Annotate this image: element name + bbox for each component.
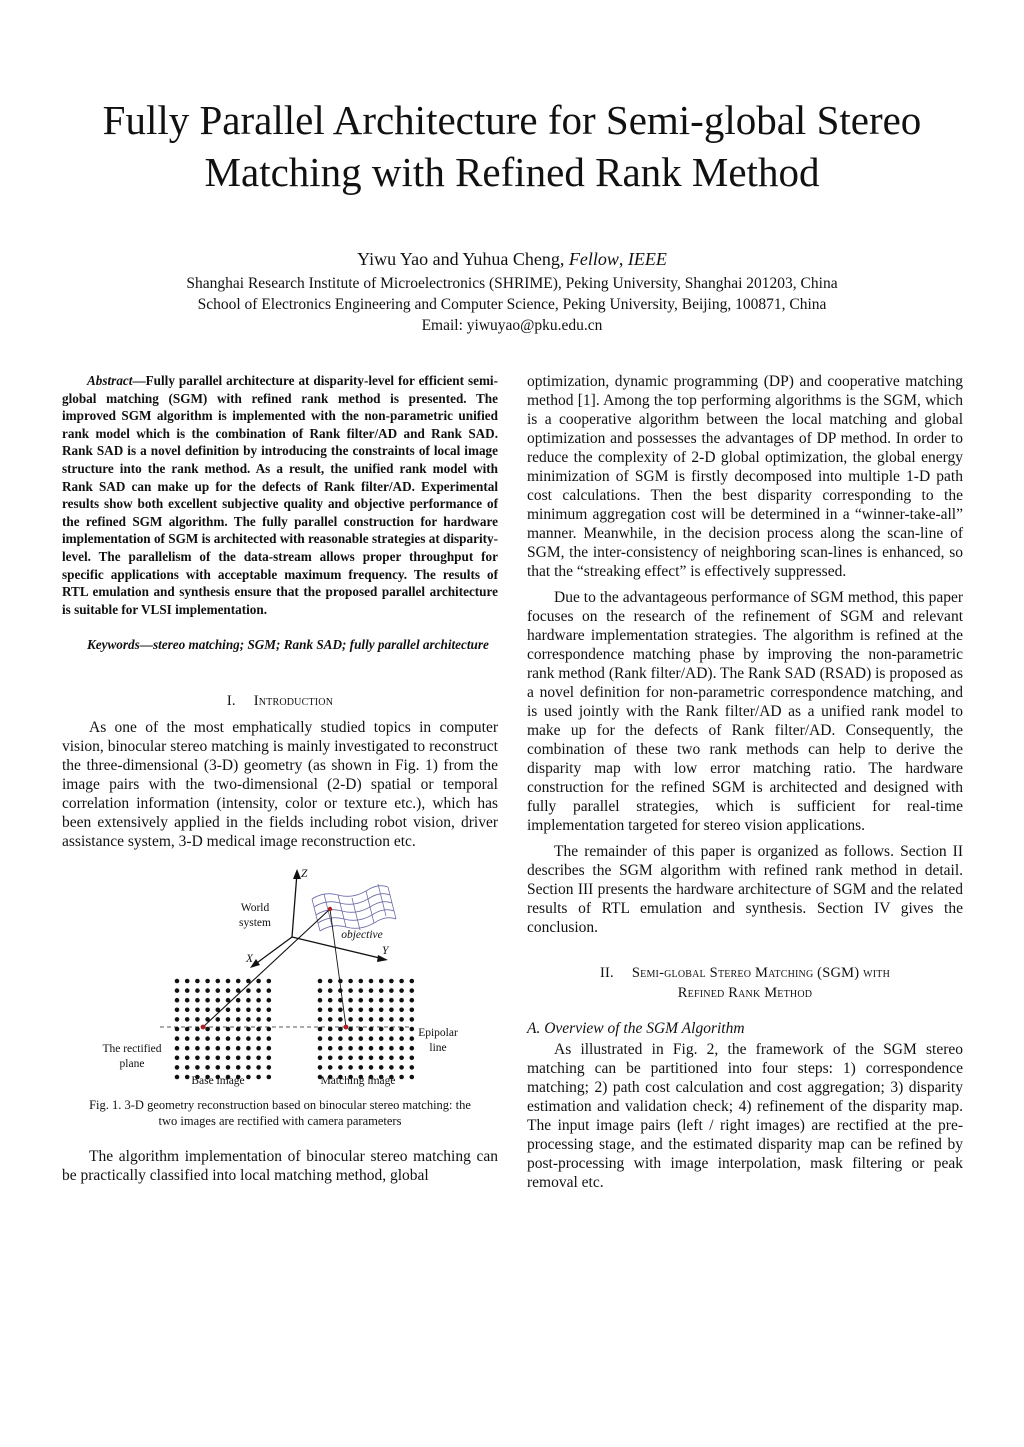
pixel-dot	[246, 1075, 251, 1080]
pixel-dot	[175, 1046, 180, 1051]
pixel-dot	[216, 988, 221, 993]
author-ieee: IEEE	[627, 249, 667, 269]
pixel-dot	[338, 979, 343, 984]
pixel-dot	[359, 988, 364, 993]
pixel-dot	[318, 1017, 323, 1022]
pixel-dot	[328, 979, 333, 984]
pixel-dot	[195, 1027, 200, 1032]
pixel-dot	[359, 1017, 364, 1022]
pixel-dot	[410, 998, 415, 1003]
z-axis-arrow	[293, 869, 301, 879]
pixel-dot	[226, 1036, 231, 1041]
pixel-dot	[338, 1065, 343, 1070]
pixel-dot	[236, 979, 241, 984]
pixel-dot	[399, 1055, 404, 1060]
pixel-dot	[369, 998, 374, 1003]
pixel-dot	[185, 998, 190, 1003]
figure-1-diagram	[62, 861, 498, 1093]
pixel-dot	[369, 1055, 374, 1060]
pixel-dot	[267, 988, 272, 993]
subsection-a-paragraph-1: As illustrated in Fig. 2, the framework of the SGM stereo matching can be partitioned into four steps: 1) correspondence matching; 2) path cost calculation and cost aggregation; 3) disparity estimation and validation check; 4) refinement of the disparity map. The input image pairs (left / right images) are rectified at the pre-processing stage, and the estimated disparity map can be refined by post-processing with image interpolation, mask filtering or peak removal etc.	[527, 1041, 963, 1191]
pixel-dot	[359, 1036, 364, 1041]
pixel-dot	[399, 1065, 404, 1070]
pixel-dot	[236, 998, 241, 1003]
pixel-dot	[195, 1055, 200, 1060]
pixel-dot	[399, 998, 404, 1003]
pixel-dot	[389, 979, 394, 984]
pixel-dot	[267, 1055, 272, 1060]
keywords: Keywords—stereo matching; SGM; Rank SAD; fully parallel architecture	[87, 637, 489, 653]
pixel-dot	[328, 1055, 333, 1060]
affiliation-2: School of Electronics Engineering and Computer Science, Peking University, Beijing, 100871, China	[197, 296, 827, 313]
pixel-dot	[399, 1017, 404, 1022]
caption-line-1: Fig. 1. 3-D geometry reconstruction based on binocular stereo matching: the	[89, 1097, 471, 1112]
pixel-dot	[399, 1027, 404, 1032]
author-sep: ,	[618, 249, 628, 269]
pixel-dot	[226, 1065, 231, 1070]
pixel-dot	[216, 1055, 221, 1060]
pixel-dot	[226, 1046, 231, 1051]
z-axis	[292, 873, 297, 937]
pixel-dot	[246, 1017, 251, 1022]
pixel-dot	[348, 1027, 353, 1032]
pixel-dot	[318, 1055, 323, 1060]
label-objective: objective	[341, 928, 383, 941]
pixel-dot	[216, 1027, 221, 1032]
pixel-dot	[256, 1046, 261, 1051]
label-world-2: system	[239, 916, 271, 929]
pixel-dot	[195, 998, 200, 1003]
paper-title	[60, 94, 964, 198]
pixel-dot	[205, 1065, 210, 1070]
section-2-number: II.	[599, 965, 614, 981]
pixel-dot	[379, 1027, 384, 1032]
section-2-title-2: Refined Rank Method	[677, 985, 813, 1001]
pixel-dot	[216, 979, 221, 984]
pixel-dot	[205, 1027, 210, 1032]
pixel-dot	[318, 998, 323, 1003]
pixel-dot	[389, 1065, 394, 1070]
matching-match-point	[344, 1025, 349, 1030]
pixel-dot	[318, 1036, 323, 1041]
right-column	[527, 372, 963, 1192]
pixel-dot	[256, 1017, 261, 1022]
pixel-dot	[236, 988, 241, 993]
label-world-1: World	[240, 901, 270, 914]
affiliations	[60, 273, 964, 336]
pixel-dot	[175, 988, 180, 993]
x-axis	[254, 937, 292, 965]
pixel-dot	[369, 1046, 374, 1051]
pixel-dot	[246, 998, 251, 1003]
pixel-dot	[399, 1036, 404, 1041]
pixel-dot	[236, 1065, 241, 1070]
affiliation-1: Shanghai Research Institute of Microelectronics (SHRIME), Peking University, Shanghai 201203, China	[186, 275, 838, 292]
pixel-dot	[226, 988, 231, 993]
object-point	[328, 907, 332, 911]
pixel-dot	[246, 1007, 251, 1012]
pixel-dot	[338, 998, 343, 1003]
pixel-dot	[175, 1075, 180, 1080]
pixel-dot	[256, 988, 261, 993]
pixel-dot	[410, 979, 415, 984]
pixel-dot	[246, 1055, 251, 1060]
abstract-lead: Abstract	[87, 373, 133, 388]
pixel-dot	[328, 1046, 333, 1051]
pixel-dot	[195, 979, 200, 984]
label-base-image: Base image	[191, 1074, 245, 1087]
pixel-dot	[410, 1007, 415, 1012]
objective-surface	[312, 884, 396, 931]
subsection-a-heading: A. Overview of the SGM Algorithm	[527, 1020, 745, 1037]
authors	[60, 249, 964, 270]
label-epipolar-2: line	[429, 1041, 447, 1054]
pixel-dot	[236, 1007, 241, 1012]
pixel-dot	[369, 1065, 374, 1070]
pixel-dot	[348, 1065, 353, 1070]
pixel-dot	[369, 979, 374, 984]
pixel-dot	[205, 1055, 210, 1060]
base-image-dots	[175, 979, 271, 1080]
pixel-dot	[318, 1046, 323, 1051]
pixel-dot	[175, 1065, 180, 1070]
pixel-dot	[185, 1046, 190, 1051]
pixel-dot	[267, 1036, 272, 1041]
author-fellow: Fellow	[568, 249, 619, 269]
pixel-dot	[359, 1065, 364, 1070]
pixel-dot	[399, 1007, 404, 1012]
pixel-dot	[399, 1075, 404, 1080]
pixel-dot	[267, 1017, 272, 1022]
pixel-dot	[348, 1017, 353, 1022]
right-paragraph-3: The remainder of this paper is organized as follows. Section II describes the SGM algorithm with refined rank method in detail. Section III presents the hardware architecture of SGM and the related results of RTL emulation and synthesis. Section IV gives the conclusion.	[527, 843, 963, 936]
section-1-paragraph-2: The algorithm implementation of binocular stereo matching can be practically classified into local matching method, global	[62, 1147, 498, 1184]
pixel-dot	[246, 1036, 251, 1041]
pixel-dot	[348, 998, 353, 1003]
pixel-dot	[185, 1017, 190, 1022]
pixel-dot	[226, 1017, 231, 1022]
pixel-dot	[175, 1036, 180, 1041]
title-line-1: Fully Parallel Architecture for Semi-global Stereo	[102, 97, 922, 143]
pixel-dot	[256, 1027, 261, 1032]
section-1-paragraph-1: As one of the most emphatically studied topics in computer vision, binocular stereo matching is mainly investigated to reconstruct the three-dimensional (3-D) geometry (as shown in Fig. 1) from the image pairs with the two-dimensional (2-D) spatial or temporal correlation information (intensity, color or texture etc.), which has been extensively applied in the fields including robot vision, driver assistance system, 3-D medical image reconstruction etc.	[62, 718, 498, 850]
pixel-dot	[389, 1017, 394, 1022]
section-2-title-1: Semi-global Stereo Matching (SGM) with	[631, 965, 890, 981]
pixel-dot	[379, 1007, 384, 1012]
pixel-dot	[246, 979, 251, 984]
pixel-dot	[379, 1055, 384, 1060]
pixel-dot	[369, 988, 374, 993]
pixel-dot	[236, 1017, 241, 1022]
pixel-dot	[256, 1065, 261, 1070]
pixel-dot	[328, 1065, 333, 1070]
pixel-dot	[328, 998, 333, 1003]
pixel-dot	[195, 1036, 200, 1041]
pixel-dot	[185, 1065, 190, 1070]
pixel-dot	[379, 1017, 384, 1022]
pixel-dot	[236, 1036, 241, 1041]
pixel-dot	[389, 1036, 394, 1041]
pixel-dot	[318, 1065, 323, 1070]
pixel-dot	[328, 1036, 333, 1041]
pixel-dot	[267, 1065, 272, 1070]
pixel-dot	[185, 1027, 190, 1032]
pixel-dot	[246, 1046, 251, 1051]
pixel-dot	[267, 998, 272, 1003]
label-y: Y	[382, 944, 389, 957]
pixel-dot	[256, 1007, 261, 1012]
left-column	[62, 372, 498, 1185]
pixel-dot	[246, 988, 251, 993]
caption-line-2: two images are rectified with camera parameters	[158, 1113, 402, 1128]
pixel-dot	[216, 1065, 221, 1070]
pixel-dot	[185, 1007, 190, 1012]
pixel-dot	[195, 1017, 200, 1022]
pixel-dot	[348, 979, 353, 984]
pixel-dot	[267, 1075, 272, 1080]
pixel-dot	[410, 1036, 415, 1041]
base-match-point	[201, 1025, 206, 1030]
pixel-dot	[379, 1036, 384, 1041]
pixel-dot	[410, 1046, 415, 1051]
pixel-dot	[175, 1017, 180, 1022]
pixel-dot	[318, 988, 323, 993]
pixel-dot	[379, 1065, 384, 1070]
pixel-dot	[195, 1007, 200, 1012]
pixel-dot	[338, 1007, 343, 1012]
pixel-dot	[195, 1065, 200, 1070]
pixel-dot	[389, 1046, 394, 1051]
pixel-dot	[175, 1007, 180, 1012]
matching-image-dots	[318, 979, 414, 1080]
pixel-dot	[246, 1065, 251, 1070]
pixel-dot	[389, 1007, 394, 1012]
pixel-dot	[256, 1036, 261, 1041]
right-paragraph-1: optimization, dynamic programming (DP) and cooperative matching method [1]. Among the top performing algorithms is the SGM, which is a cooperative algorithm between the local matching and global optimization and possesses the advantages of DP method. In order to reduce the complexity of 2-D global optimization, the global energy minimization of SGM is firstly decomposed into multiple 1-D path cost calculations. Then the best disparity corresponding to the minimum aggregation cost will be determined in a “winner-take-all” manner. Meanwhile, in the decision process along the scan-line of SGM, the inter-consistency of neighboring scan-lines is enhanced, so that the “streaking effect” is effectively suppressed.	[527, 373, 963, 580]
pixel-dot	[359, 1055, 364, 1060]
pixel-dot	[389, 988, 394, 993]
pixel-dot	[185, 979, 190, 984]
section-1-heading	[62, 692, 498, 711]
pixel-dot	[328, 1007, 333, 1012]
pixel-dot	[369, 1007, 374, 1012]
pixel-dot	[205, 988, 210, 993]
pixel-dot	[338, 1036, 343, 1041]
pixel-dot	[267, 1027, 272, 1032]
pixel-dot	[410, 1075, 415, 1080]
right-paragraph-2: Due to the advantageous performance of SGM method, this paper focuses on the research of the refinement of SGM and relevant hardware implementation strategies. The algorithm is refined at the correspondence matching phase by improving the non-parametric rank method (Rank filter/AD). The Rank SAD (RSAD) is proposed as a novel definition for non-parametric correspondence matching, and is used jointly with the Rank filter/AD as a unified rank model to make up for the defects of Rank filter/AD. Consequently, the combination of these two rank methods can help to derive the disparity map with low error matching ratio. The hardware construction for the refined SGM is architected and designed with fully parallel strategies, which is sufficient for real-time implementation targeted for stereo vision applications.	[527, 589, 963, 834]
label-rectified-1: The rectified	[102, 1042, 162, 1055]
pixel-dot	[205, 1036, 210, 1041]
pixel-dot	[216, 998, 221, 1003]
pixel-dot	[205, 979, 210, 984]
email: Email: yiwuyao@pku.edu.cn	[421, 317, 603, 334]
section-2-heading	[527, 963, 963, 1003]
pixel-dot	[236, 1027, 241, 1032]
pixel-dot	[348, 988, 353, 993]
pixel-dot	[379, 998, 384, 1003]
pixel-dot	[318, 979, 323, 984]
pixel-dot	[246, 1027, 251, 1032]
pixel-dot	[348, 1007, 353, 1012]
pixel-dot	[256, 998, 261, 1003]
pixel-dot	[175, 1027, 180, 1032]
pixel-dot	[226, 979, 231, 984]
pixel-dot	[236, 1046, 241, 1051]
pixel-dot	[369, 1036, 374, 1041]
figure-1	[62, 861, 498, 1093]
pixel-dot	[205, 1007, 210, 1012]
pixel-dot	[175, 979, 180, 984]
pixel-dot	[410, 1055, 415, 1060]
pixel-dot	[338, 1055, 343, 1060]
pixel-dot	[175, 998, 180, 1003]
pixel-dot	[359, 1007, 364, 1012]
pixel-dot	[185, 1055, 190, 1060]
pixel-dot	[216, 1036, 221, 1041]
pixel-dot	[338, 1046, 343, 1051]
pixel-dot	[236, 1055, 241, 1060]
section-1-title: Introduction	[253, 692, 334, 709]
pixel-dot	[338, 988, 343, 993]
pixel-dot	[226, 1027, 231, 1032]
pixel-dot	[328, 1017, 333, 1022]
label-rectified-2: plane	[119, 1057, 145, 1070]
pixel-dot	[389, 1055, 394, 1060]
pixel-dot	[226, 1055, 231, 1060]
pixel-dot	[379, 988, 384, 993]
pixel-dot	[216, 1046, 221, 1051]
pixel-dot	[389, 1027, 394, 1032]
pixel-dot	[256, 979, 261, 984]
abstract-text: —Fully parallel architecture at disparity-level for efficient semi-global matching (SGM) with refined rank method is presented. The improved SGM algorithm is implemented with the non-parametric unified rank model which is the combination of Rank filter/AD and Rank SAD. Rank SAD is a novel definition by introducing the constraints of local image structure into the rank method. As a result, the unified rank model with Rank SAD can make up for the defects of Rank filter/AD. Experimental results show both excellent subjective quality and objective performance of the refined SGM algorithm. The fully parallel construction for hardware implementation of SGM is architected with reasonable strategies at disparity-level. The parallelism of the data-stream allows proper throughput for specific applications with acceptable maximum frequency. The results of RTL emulation and synthesis ensure that the proposed parallel architecture is suitable for VLSI implementation.	[62, 373, 498, 617]
label-x: X	[246, 952, 254, 965]
section-1-number: I.	[226, 692, 236, 709]
title-line-2: Matching with Refined Rank Method	[204, 149, 820, 195]
pixel-dot	[359, 1046, 364, 1051]
pixel-dot	[328, 988, 333, 993]
pixel-dot	[195, 1046, 200, 1051]
pixel-dot	[185, 1036, 190, 1041]
pixel-dot	[318, 1007, 323, 1012]
pixel-dot	[205, 998, 210, 1003]
pixel-dot	[318, 1027, 323, 1032]
label-z: Z	[301, 867, 308, 880]
pixel-dot	[389, 998, 394, 1003]
pixel-dot	[175, 1055, 180, 1060]
pixel-dot	[328, 1027, 333, 1032]
pixel-dot	[267, 1046, 272, 1051]
pixel-dot	[216, 1017, 221, 1022]
label-epipolar-1: Epipolar	[418, 1026, 458, 1039]
abstract	[62, 372, 498, 618]
figure-1-caption	[62, 1097, 498, 1129]
author-names: Yiwu Yao and Yuhua Cheng,	[357, 249, 569, 269]
pixel-dot	[338, 1027, 343, 1032]
pixel-dot	[226, 1007, 231, 1012]
pixel-dot	[267, 979, 272, 984]
pixel-dot	[399, 1046, 404, 1051]
pixel-dot	[267, 1007, 272, 1012]
pixel-dot	[185, 1075, 190, 1080]
pixel-dot	[348, 1055, 353, 1060]
pixel-dot	[410, 1027, 415, 1032]
pixel-dot	[369, 1027, 374, 1032]
pixel-dot	[369, 1017, 374, 1022]
pixel-dot	[185, 988, 190, 993]
pixel-dot	[379, 979, 384, 984]
pixel-dot	[195, 988, 200, 993]
label-matching-image: Matching image	[320, 1074, 396, 1087]
pixel-dot	[256, 1075, 261, 1080]
pixel-dot	[348, 1046, 353, 1051]
pixel-dot	[205, 1017, 210, 1022]
pixel-dot	[359, 998, 364, 1003]
pixel-dot	[226, 998, 231, 1003]
pixel-dot	[379, 1046, 384, 1051]
pixel-dot	[399, 988, 404, 993]
pixel-dot	[205, 1046, 210, 1051]
pixel-dot	[348, 1036, 353, 1041]
pixel-dot	[359, 1027, 364, 1032]
pixel-dot	[338, 1017, 343, 1022]
pixel-dot	[216, 1007, 221, 1012]
pixel-dot	[410, 1017, 415, 1022]
pixel-dot	[410, 988, 415, 993]
pixel-dot	[256, 1055, 261, 1060]
pixel-dot	[399, 979, 404, 984]
pixel-dot	[410, 1065, 415, 1070]
pixel-dot	[359, 979, 364, 984]
